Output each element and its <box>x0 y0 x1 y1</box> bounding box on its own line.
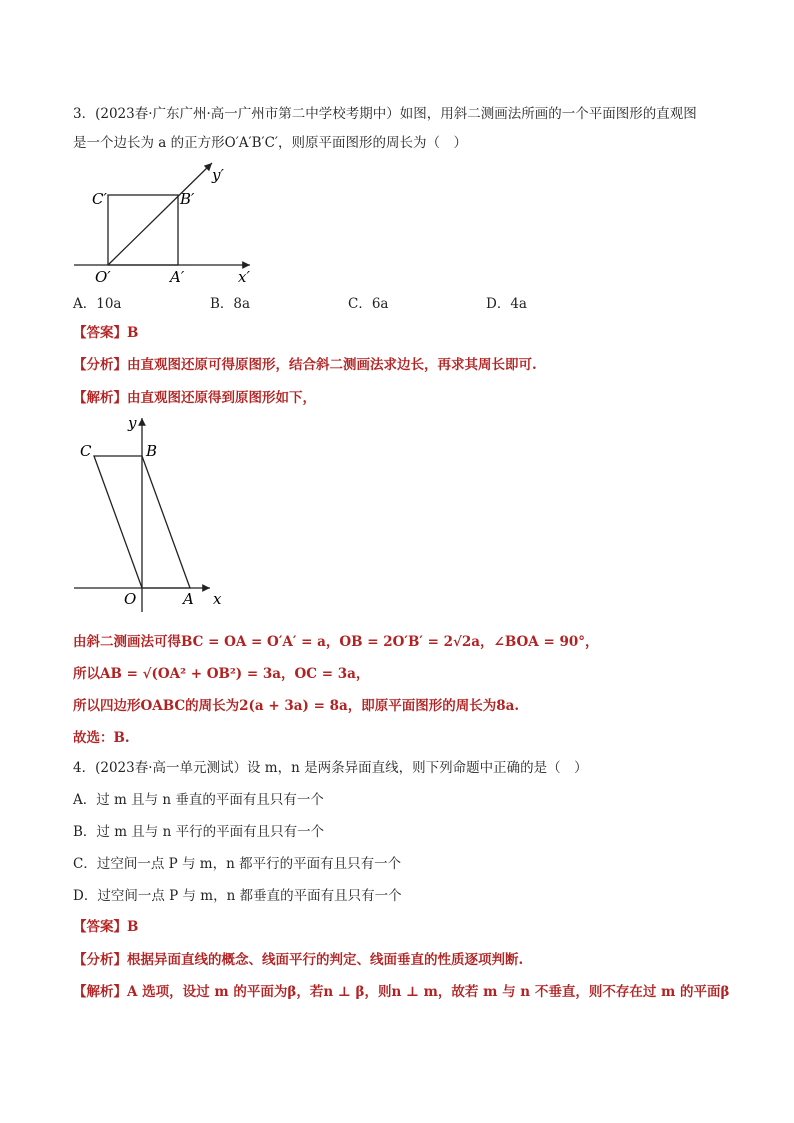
q3-analysis: 【分析】由直观图还原可得原图形，结合斜二测画法求边长，再求其周长即可. <box>73 357 537 373</box>
q4-answer: 【答案】B <box>73 919 139 935</box>
q3-figure-original-shape <box>70 412 240 612</box>
q3-solution-step1: 由斜二测画法可得BC = OA = O′A′ = a，OB = 2O′B′ = 2√2a，∠BOA = 90°， <box>73 634 599 650</box>
q4-option-c: C．过空间一点 P 与 m，n 都平行的平面有且只有一个 <box>73 856 402 872</box>
label-b: B′ <box>180 190 195 208</box>
label-c: C <box>80 442 92 460</box>
q3-stem-line1: 3．(2023春·广东广州·高一广州市第二中学校考期中）如图，用斜二测画法所画的一个平面图形的直观图 <box>73 106 697 122</box>
label-x: x <box>213 590 222 608</box>
label-a: A <box>183 590 194 608</box>
q3-option-b: B．8a <box>210 296 251 312</box>
label-x: x′ <box>238 268 250 285</box>
label-c: C′ <box>92 190 107 208</box>
label-o: O <box>124 590 137 608</box>
y-axis <box>108 163 212 265</box>
q4-analysis: 【分析】根据异面直线的概念、线面平行的判定、线面垂直的性质逐项判断. <box>73 952 524 968</box>
q4-stem: 4．(2023春·高一单元测试）设 m，n 是两条异面直线，则下列命题中正确的是（ ） <box>73 760 588 776</box>
q4-solution: 【解析】A 选项，设过 m 的平面为β，若n ⊥ β，则n ⊥ m，故若 m 与 n 不垂直，则不存在过 m 的平面β <box>73 984 730 1000</box>
q3-option-d: D．4a <box>486 296 527 312</box>
label-a: A′ <box>170 268 185 285</box>
label-y: y <box>128 414 137 432</box>
label-o: O′ <box>95 268 111 285</box>
q4-option-d: D．过空间一点 P 与 m，n 都垂直的平面有且只有一个 <box>73 888 402 904</box>
label-y: y′ <box>212 166 224 184</box>
q4-option-b: B．过 m 且与 n 平行的平面有且只有一个 <box>73 824 325 840</box>
label-b: B <box>146 442 158 460</box>
q3-solution-step2: 所以AB = √(OA² + OB²) = 3a，OC = 3a， <box>73 666 370 682</box>
q3-solution-step4: 故选：B. <box>73 730 130 746</box>
q3-stem-line2: 是一个边长为 a 的正方形O′A′B′C′，则原平面图形的周长为（ ） <box>73 135 467 151</box>
q3-solution: 【解析】由直观图还原得到原图形如下， <box>73 390 316 406</box>
q3-answer: 【答案】B <box>73 325 139 341</box>
q4-option-a: A．过 m 且与 n 垂直的平面有且只有一个 <box>73 792 324 808</box>
q3-option-a: A．10a <box>73 296 122 312</box>
q3-option-c: C．6a <box>348 296 389 312</box>
q3-figure-oblique-square <box>70 160 270 285</box>
q3-solution-step3: 所以四边形OABC的周长为2(a + 3a) = 8a，即原平面图形的周长为8a. <box>73 698 520 714</box>
